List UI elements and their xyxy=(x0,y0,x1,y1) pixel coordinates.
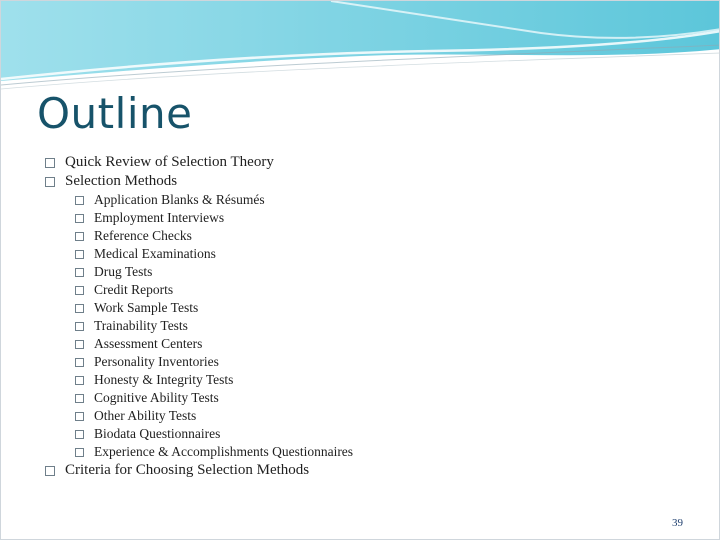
sub-item-label: Credit Reports xyxy=(94,282,174,297)
sub-item-label: Cognitive Ability Tests xyxy=(94,390,219,405)
outline-item-label: Selection Methods xyxy=(65,173,178,189)
outline-list xyxy=(45,153,353,480)
checkbox-bullet-icon xyxy=(45,158,55,168)
checkbox-bullet-icon xyxy=(75,232,84,241)
sub-item xyxy=(75,371,353,389)
sub-item xyxy=(75,335,353,353)
checkbox-bullet-icon xyxy=(75,358,84,367)
checkbox-bullet-icon xyxy=(75,394,84,403)
checkbox-bullet-icon xyxy=(75,250,84,259)
sub-item-label: Reference Checks xyxy=(94,228,192,243)
page-number: 39 xyxy=(672,517,683,529)
sub-item-label: Personality Inventories xyxy=(94,354,219,369)
checkbox-bullet-icon xyxy=(45,177,55,187)
outline-item xyxy=(45,461,353,480)
checkbox-bullet-icon xyxy=(45,466,55,476)
checkbox-bullet-icon xyxy=(75,340,84,349)
sub-item xyxy=(75,191,353,209)
checkbox-bullet-icon xyxy=(75,430,84,439)
checkbox-bullet-icon xyxy=(75,376,84,385)
sub-item xyxy=(75,299,353,317)
checkbox-bullet-icon xyxy=(75,214,84,223)
checkbox-bullet-icon xyxy=(75,286,84,295)
selection-methods-group xyxy=(45,191,353,461)
outline-item xyxy=(45,153,353,172)
sub-item-label: Medical Examinations xyxy=(94,246,216,261)
sub-item xyxy=(75,227,353,245)
checkbox-bullet-icon xyxy=(75,268,84,277)
outline-item xyxy=(45,172,353,191)
sub-item-label: Application Blanks & Résumés xyxy=(94,192,265,207)
sub-item-label: Honesty & Integrity Tests xyxy=(94,372,234,387)
sub-item-label: Trainability Tests xyxy=(94,318,188,333)
sub-list xyxy=(45,191,353,461)
checkbox-bullet-icon xyxy=(75,448,84,457)
sub-item xyxy=(75,245,353,263)
outline-item-label: Quick Review of Selection Theory xyxy=(65,154,274,170)
sub-item xyxy=(75,281,353,299)
sub-item-label: Employment Interviews xyxy=(94,210,225,225)
sub-item xyxy=(75,389,353,407)
sub-item xyxy=(75,317,353,335)
checkbox-bullet-icon xyxy=(75,304,84,313)
sub-item xyxy=(75,263,353,281)
sub-item xyxy=(75,353,353,371)
outline-item-label: Criteria for Choosing Selection Methods xyxy=(65,462,310,478)
sub-item-label: Assessment Centers xyxy=(94,336,203,351)
sub-item-label: Drug Tests xyxy=(94,264,153,279)
sub-item-label: Biodata Questionnaires xyxy=(94,426,221,441)
checkbox-bullet-icon xyxy=(75,196,84,205)
sub-item xyxy=(75,407,353,425)
sub-item-label: Experience & Accomplishments Questionnaires xyxy=(94,444,354,459)
sub-item-label: Work Sample Tests xyxy=(94,300,199,315)
checkbox-bullet-icon xyxy=(75,412,84,421)
sub-item-label: Other Ability Tests xyxy=(94,408,197,423)
header-wave-banner xyxy=(1,1,720,91)
checkbox-bullet-icon xyxy=(75,322,84,331)
sub-item xyxy=(75,209,353,227)
sub-item xyxy=(75,443,353,461)
slide-title: Outline xyxy=(37,89,193,138)
sub-item xyxy=(75,425,353,443)
